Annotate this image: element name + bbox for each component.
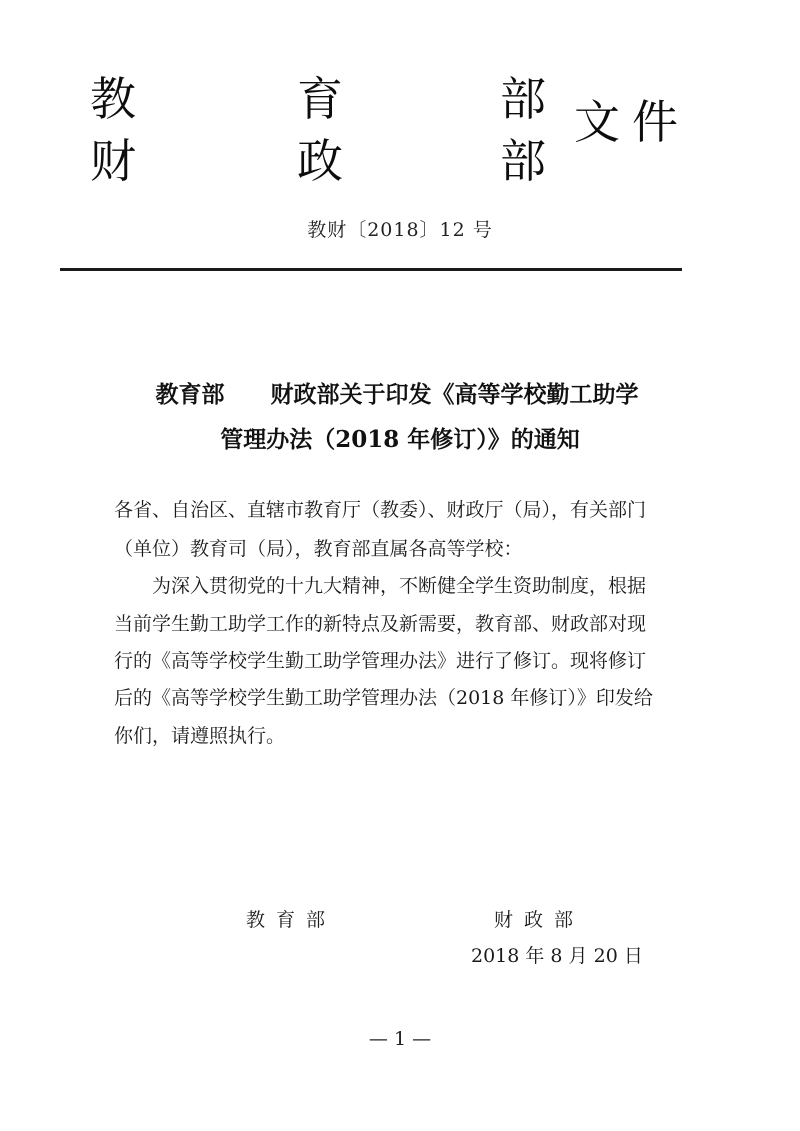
issuer-char: 财	[90, 134, 136, 188]
header-divider	[60, 268, 682, 271]
issuer-char: 育	[297, 72, 343, 126]
signature-issuer-moe: 教育部	[246, 909, 337, 931]
body-line: 行的《高等学校学生勤工助学管理办法》进行了修订。现将修订	[114, 650, 647, 672]
issuer-char: 部	[500, 72, 546, 126]
body-line: 当前学生勤工助学工作的新特点及新需要，教育部、财政部对现	[114, 613, 647, 635]
body-line: （单位）教育司（局），教育部直属各高等学校：	[114, 538, 523, 560]
issue-date: 2018 年 8 月 20 日	[471, 945, 643, 967]
document-title-line-2: 管理办法（2018 年修订）》的通知	[220, 426, 580, 453]
issuer-char: 教	[90, 72, 136, 126]
signature-issuer-mof: 财政部	[494, 909, 585, 931]
body-line: 后的《高等学校学生勤工助学管理办法（2018 年修订）》印发给	[114, 687, 653, 709]
body-line: 各省、自治区、直辖市教育厅（教委）、财政厅（局），有关部门	[114, 499, 647, 521]
body-line: 你们，请遵照执行。	[114, 725, 286, 747]
issuer-char: 政	[297, 134, 343, 188]
body-line: 为深入贯彻党的十九大精神，不断健全学生资助制度，根据	[152, 575, 647, 597]
issuer-char: 部	[500, 134, 546, 188]
document-number: 教财〔2018〕12 号	[307, 219, 493, 241]
page-number: — 1 —	[368, 1028, 432, 1050]
document-type-label: 文件	[574, 95, 690, 149]
document-title-line-1: 教育部 财政部关于印发《高等学校勤工助学	[155, 381, 639, 408]
